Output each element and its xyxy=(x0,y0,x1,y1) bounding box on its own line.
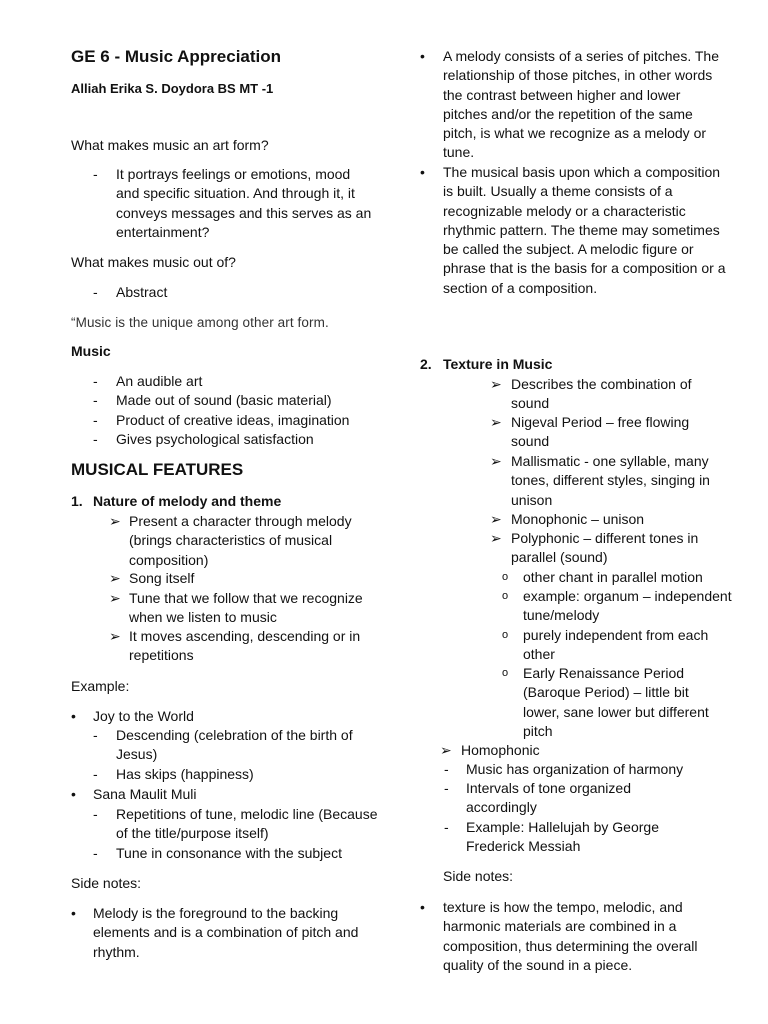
list-item xyxy=(420,163,740,323)
list-item xyxy=(71,726,391,766)
list-item xyxy=(420,779,740,819)
circle-bullet-icon: o xyxy=(502,667,509,679)
list-item xyxy=(420,741,740,761)
dash-marker: - xyxy=(93,431,98,447)
list-item xyxy=(71,707,391,727)
list-item xyxy=(71,844,391,864)
homophonic-label: Homophonic xyxy=(461,742,540,758)
musical-features-heading: MUSICAL FEATURES xyxy=(71,460,244,479)
dash-marker: - xyxy=(444,780,449,796)
homophonic-item: Intervals of tone organized accordingly xyxy=(466,780,631,816)
list-item xyxy=(71,165,391,245)
arrow-bullet-icon: ➢ xyxy=(490,530,502,546)
arrow-bullet-icon: ➢ xyxy=(490,511,502,527)
dash-marker: - xyxy=(93,766,98,782)
homophonic-item: Music has organization of harmony xyxy=(466,761,684,777)
section-1-title: Nature of melody and theme xyxy=(93,493,282,509)
dash-marker: - xyxy=(444,761,449,777)
dash-marker: - xyxy=(93,845,98,861)
circle-bullet-icon: o xyxy=(502,571,509,583)
music-heading: Music xyxy=(71,343,111,359)
section-2-item: Nigeval Period – free flowing sound xyxy=(511,414,690,450)
example-1-item: Has skips (happiness) xyxy=(116,766,254,782)
section-2-item: Monophonic – unison xyxy=(511,511,645,527)
list-item xyxy=(71,805,391,845)
section-1-item: Song itself xyxy=(129,570,195,586)
list-item xyxy=(420,587,740,627)
arrow-bullet-icon: ➢ xyxy=(109,570,121,586)
polyphonic-item: purely independent from each other xyxy=(523,627,709,663)
polyphonic-item: Early Renaissance Period (Baroque Period) – little bit lower, sane lower but different pitch xyxy=(523,665,709,739)
list-item xyxy=(420,898,740,978)
list-item xyxy=(71,411,391,431)
arrow-bullet-icon: ➢ xyxy=(109,590,121,606)
list-item xyxy=(71,569,391,589)
dash-marker: - xyxy=(93,412,98,428)
bullet-dot-icon: • xyxy=(71,708,76,724)
list-item xyxy=(420,375,740,415)
arrow-bullet-icon: ➢ xyxy=(490,453,502,469)
bullet-dot-icon: • xyxy=(71,905,76,921)
section-2-item: Describes the combination of sound xyxy=(511,376,692,412)
section-2-number: 2. xyxy=(420,356,432,372)
author-line: Alliah Erika S. Doydora BS MT -1 xyxy=(71,81,274,96)
music-item: Product of creative ideas, imagination xyxy=(116,412,350,428)
list-item xyxy=(71,589,391,629)
bullet-dot-icon: • xyxy=(71,786,76,802)
arrow-bullet-icon: ➢ xyxy=(109,628,121,644)
list-item xyxy=(71,372,391,392)
homophonic-item: Example: Hallelujah by George Frederick Messiah xyxy=(466,819,659,855)
list-item xyxy=(420,452,740,512)
question-art-form: What makes music an art form? xyxy=(71,137,269,153)
list-item xyxy=(420,818,740,858)
dash-marker: - xyxy=(93,284,98,300)
side-notes-label: Side notes: xyxy=(443,868,514,884)
question-made-of: What makes music out of? xyxy=(71,254,236,270)
answer-art-form: It portrays feelings or emotions, mood and specific situation. And through it, it conveys messages and this serves as an entertainment? xyxy=(116,166,372,240)
list-item xyxy=(420,760,740,780)
bullet-dot-icon: • xyxy=(420,899,425,915)
theme-definition: The musical basis upon which a composition is built. Usually a theme consists of a recognizable melody or a characteristic rhythmic pattern. The theme may sometimes be called the subject. A melodic figure or phrase that is the basis for a composition or a section of a composition. xyxy=(443,164,726,296)
list-item xyxy=(420,529,740,569)
list-item xyxy=(71,283,391,303)
list-item xyxy=(71,391,391,411)
list-item xyxy=(420,626,740,666)
list-item xyxy=(420,47,740,167)
section-1-number: 1. xyxy=(71,493,83,509)
music-item: Made out of sound (basic material) xyxy=(116,392,332,408)
list-item xyxy=(71,904,391,964)
section-1-item: Tune that we follow that we recognize when we listen to music xyxy=(129,590,363,626)
example-1-item: Descending (celebration of the birth of Jesus) xyxy=(116,727,353,763)
melody-definition: A melody consists of a series of pitches. The relationship of those pitches, in other words the contrast between higher and lower pitches and/or the repetition of the same pitch, is what we recognize as a melody or tune. xyxy=(443,48,719,161)
bullet-dot-icon: • xyxy=(420,164,425,180)
dash-marker: - xyxy=(93,727,98,743)
arrow-bullet-icon: ➢ xyxy=(440,742,452,758)
list-item xyxy=(71,785,391,805)
example-2-item: Repetitions of tune, melodic line (Because of the title/purpose itself) xyxy=(116,806,378,842)
dash-marker: - xyxy=(93,392,98,408)
example-sana-maulit-muli: Sana Maulit Muli xyxy=(93,786,197,802)
arrow-bullet-icon: ➢ xyxy=(109,513,121,529)
list-item xyxy=(71,765,391,785)
document-title: GE 6 - Music Appreciation xyxy=(71,47,282,66)
example-label: Example: xyxy=(71,678,130,694)
bullet-dot-icon: • xyxy=(420,48,425,64)
polyphonic-item: other chant in parallel motion xyxy=(523,569,703,585)
list-item xyxy=(71,627,391,667)
section-1-item: It moves ascending, descending or in repetitions xyxy=(129,628,361,664)
list-item xyxy=(420,510,740,530)
list-item xyxy=(420,413,740,453)
example-joy-to-the-world: Joy to the World xyxy=(93,708,194,724)
side-notes-label: Side notes: xyxy=(71,875,142,891)
side-note-melody: Melody is the foreground to the backing elements and is a combination of pitch and rhythm. xyxy=(93,905,359,960)
list-item xyxy=(71,430,391,450)
section-1-item: Present a character through melody (brings characteristics of musical composition) xyxy=(129,513,352,568)
example-2-item: Tune in consonance with the subject xyxy=(116,845,342,861)
dash-marker: - xyxy=(93,373,98,389)
dash-marker: - xyxy=(444,819,449,835)
dash-marker: - xyxy=(93,806,98,822)
music-item: Gives psychological satisfaction xyxy=(116,431,314,447)
section-2-title: Texture in Music xyxy=(443,356,553,372)
quote-text: “Music is the unique among other art form. xyxy=(71,315,329,330)
section-2-item: Polyphonic – different tones in parallel (sound) xyxy=(511,530,699,566)
music-item: An audible art xyxy=(116,373,203,389)
arrow-bullet-icon: ➢ xyxy=(490,376,502,392)
list-item xyxy=(71,512,391,572)
answer-made-of: Abstract xyxy=(116,284,168,300)
dash-marker: - xyxy=(93,166,98,182)
section-2-item: Mallismatic - one syllable, many tones, different styles, singing in unison xyxy=(511,453,710,508)
list-item xyxy=(420,664,740,744)
polyphonic-item: example: organum – independent tune/melody xyxy=(523,588,732,624)
side-note-texture: texture is how the tempo, melodic, and harmonic materials are combined in a composition, thus determining the overall quality of the sound in a piece. xyxy=(443,899,698,973)
arrow-bullet-icon: ➢ xyxy=(490,414,502,430)
list-item xyxy=(420,568,740,588)
circle-bullet-icon: o xyxy=(502,629,509,641)
circle-bullet-icon: o xyxy=(502,590,509,602)
